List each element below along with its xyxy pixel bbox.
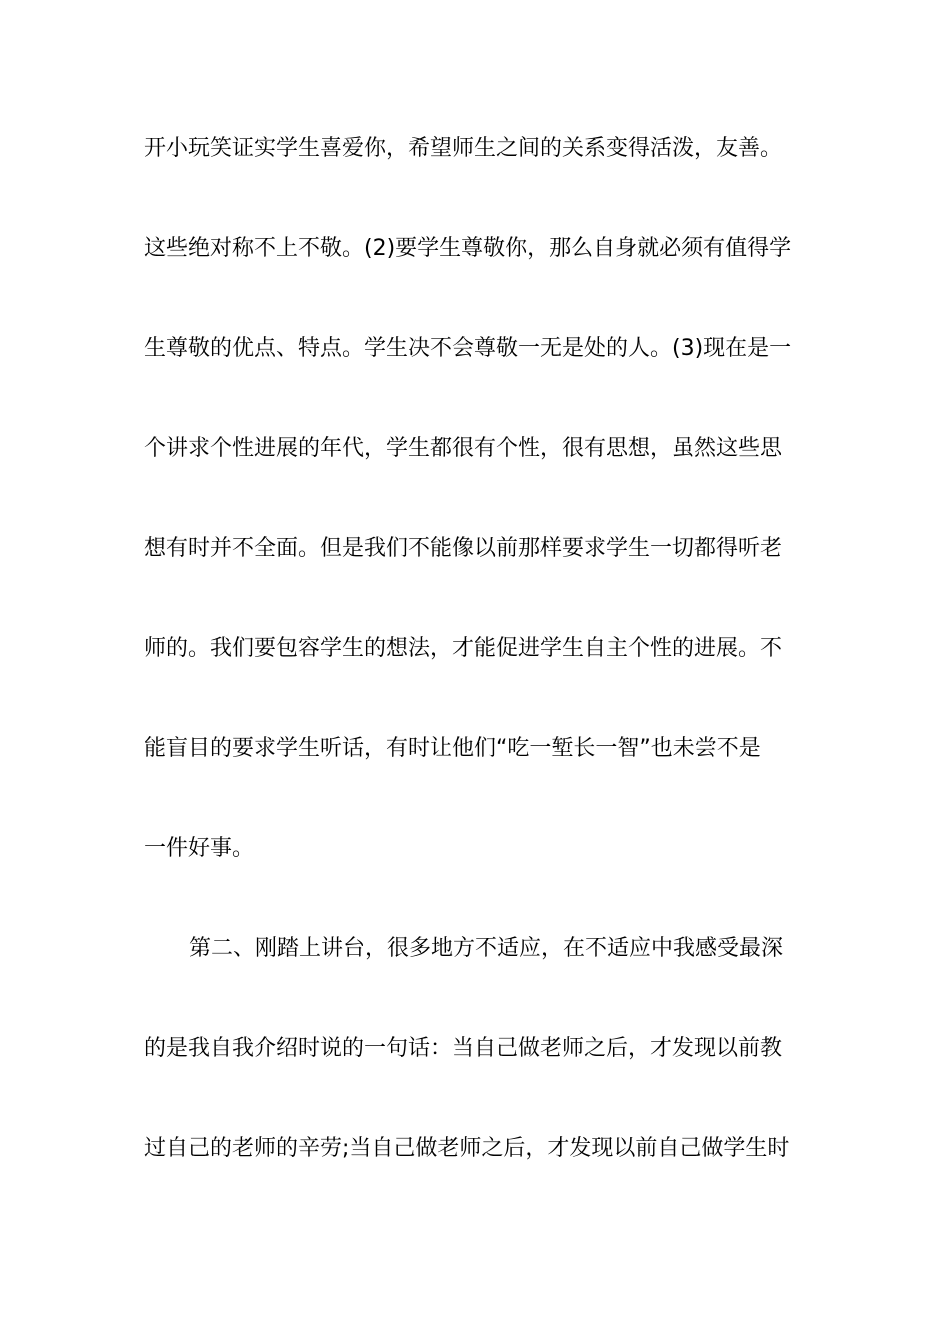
paragraph-line: 开小玩笑证实学生喜爱你，希望师生之间的关系变得活泼，友善。 [144,136,783,161]
paragraph-line: 过自己的老师的辛劳;当自己做老师之后，才发现以前自己做学生时 [144,1136,790,1161]
paragraph-line: 一件好事。 [144,836,255,861]
paragraph-line: 能盲目的要求学生听话，有时让他们“吃一堑长一智”也未尝不是 [144,736,761,761]
paragraph-line: 想有时并不全面。但是我们不能像以前那样要求学生一切都得听老 [144,536,783,561]
paragraph-line-indented: 第二、刚踏上讲台，很多地方不适应，在不适应中我感受最深 [189,936,784,961]
paragraph-line: 生尊敬的优点、特点。学生决不会尊敬一无是处的人。(3)现在是一 [144,336,792,361]
paragraph-line: 这些绝对称不上不敬。(2)要学生尊敬你，那么自身就必须有值得学 [144,236,792,261]
paragraph-line: 个讲求个性进展的年代，学生都很有个性，很有思想，虽然这些思 [144,436,783,461]
paragraph-line: 的是我自我介绍时说的一句话：当自己做老师之后，才发现以前教 [144,1036,783,1061]
paragraph-line: 师的。我们要包容学生的想法，才能促进学生自主个性的进展。不 [144,636,783,661]
